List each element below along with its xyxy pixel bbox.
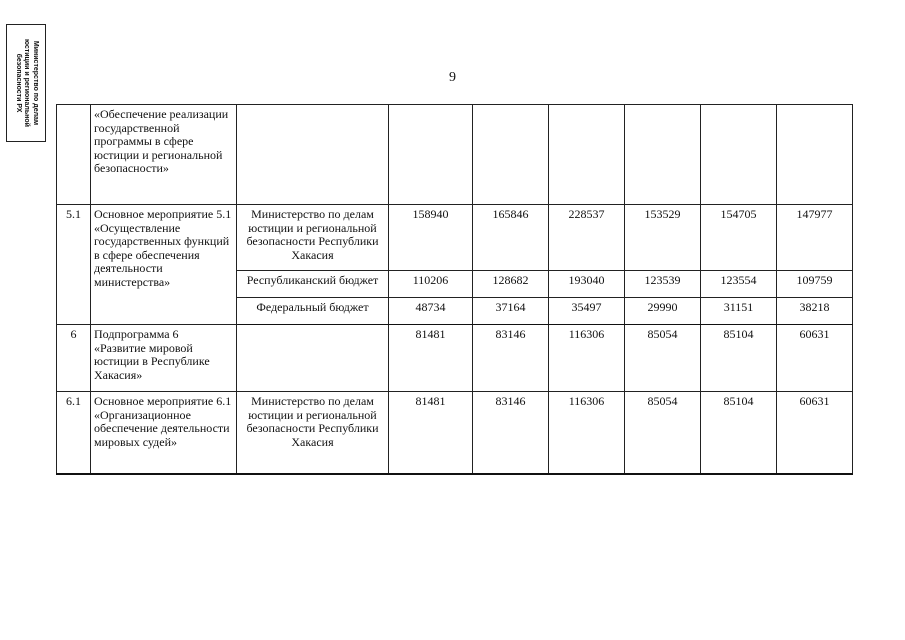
- row-value: 85104: [701, 392, 777, 474]
- row-value: 83146: [473, 325, 549, 392]
- row-value: 109759: [777, 271, 853, 298]
- row-value: 123539: [625, 271, 701, 298]
- page-number: 9: [449, 70, 456, 85]
- table-row: [57, 105, 853, 205]
- row-value: [777, 105, 853, 205]
- row-executor: Федеральный бюджет: [237, 298, 389, 325]
- row-value: 85054: [625, 325, 701, 392]
- table-row: [57, 392, 853, 474]
- row-value: 81481: [389, 392, 473, 474]
- row-value: 48734: [389, 298, 473, 325]
- row-name: Подпрограмма 6 «Развитие мировой юстиции в Республике Хакасия»: [91, 325, 237, 392]
- row-value: 147977: [777, 205, 853, 271]
- table-row: [57, 205, 853, 271]
- row-value: 228537: [549, 205, 625, 271]
- row-number: 6: [57, 325, 91, 392]
- row-number: 6.1: [57, 392, 91, 474]
- stamp-line: безопасности РХ: [14, 53, 22, 113]
- row-value: 123554: [701, 271, 777, 298]
- row-value: 37164: [473, 298, 549, 325]
- row-value: 83146: [473, 392, 549, 474]
- table-row: [57, 325, 853, 392]
- row-name: Основное мероприятие 5.1 «Осуществление государственных функций в сфере обеспечения деятельности министерства»: [91, 205, 237, 325]
- row-value: 29990: [625, 298, 701, 325]
- row-executor: [237, 105, 389, 205]
- program-funding-table: [56, 104, 853, 475]
- row-value: 38218: [777, 298, 853, 325]
- row-value: [625, 105, 701, 205]
- row-value: 193040: [549, 271, 625, 298]
- row-value: 35497: [549, 298, 625, 325]
- row-executor: Министерство по делам юстиции и региональной безопасности Республики Хакасия: [237, 392, 389, 474]
- row-value: 116306: [549, 392, 625, 474]
- row-value: 31151: [701, 298, 777, 325]
- row-executor: Министерство по делам юстиции и региональной безопасности Республики Хакасия: [237, 205, 389, 271]
- stamp-line: юстиции и региональной: [23, 39, 31, 127]
- row-value: 154705: [701, 205, 777, 271]
- row-name: «Обеспечение реализации государственной программы в сфере юстиции и региональной безопасности»: [91, 105, 237, 205]
- row-number: 5.1: [57, 205, 91, 325]
- row-value: 165846: [473, 205, 549, 271]
- row-value: 128682: [473, 271, 549, 298]
- row-value: [701, 105, 777, 205]
- row-number: [57, 105, 91, 205]
- row-value: 116306: [549, 325, 625, 392]
- row-value: 85054: [625, 392, 701, 474]
- row-executor: [237, 325, 389, 392]
- row-value: 81481: [389, 325, 473, 392]
- row-executor: Республиканский бюджет: [237, 271, 389, 298]
- row-name: Основное мероприятие 6.1 «Организационное обеспечение деятельности мировых судей»: [91, 392, 237, 474]
- row-value: 158940: [389, 205, 473, 271]
- row-value: [389, 105, 473, 205]
- row-value: 60631: [777, 325, 853, 392]
- stamp-line: Министерство по делам: [31, 40, 39, 126]
- row-value: 153529: [625, 205, 701, 271]
- row-value: 85104: [701, 325, 777, 392]
- row-value: [473, 105, 549, 205]
- row-value: 110206: [389, 271, 473, 298]
- row-value: 60631: [777, 392, 853, 474]
- row-value: [549, 105, 625, 205]
